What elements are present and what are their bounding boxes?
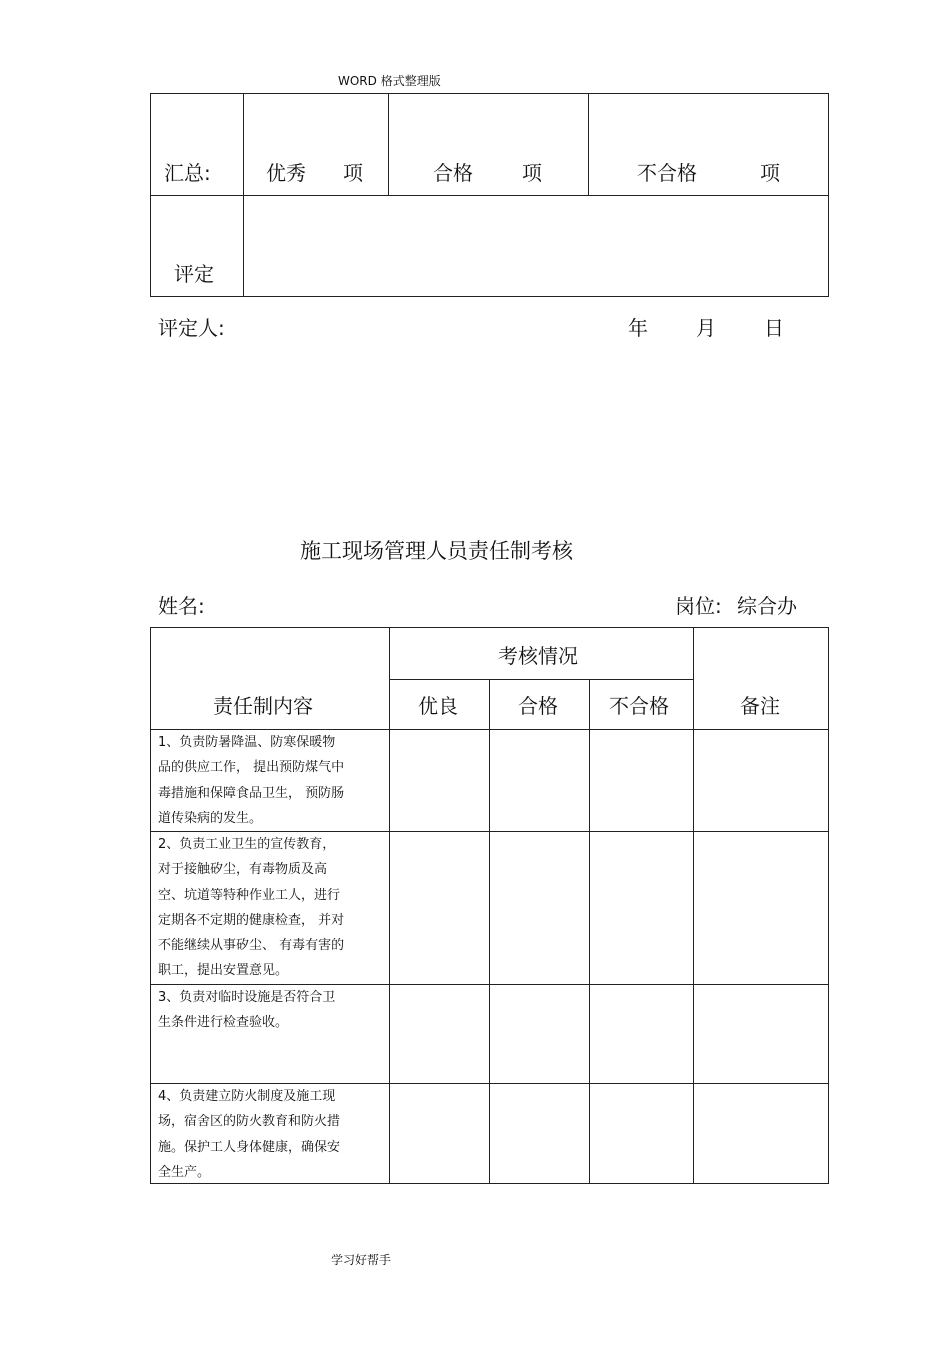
rater-label: 评定人: bbox=[158, 316, 225, 340]
date-day: 日 bbox=[764, 316, 784, 340]
row-line: 4、负责建立防火制度及施工现 bbox=[158, 1089, 336, 1104]
content-header: 责任制内容 bbox=[213, 694, 313, 718]
table-row bbox=[158, 1084, 340, 1185]
row-line: 不能继续从事矽尘、 有毒有害的 bbox=[158, 938, 345, 954]
col-fail-header: 不合格 bbox=[609, 694, 669, 718]
header-divider bbox=[389, 679, 693, 680]
row-line: 品的供应工作， 提出预防煤气中 bbox=[158, 760, 345, 776]
fail-label: 不合格 bbox=[637, 161, 697, 185]
row-line: 全生产。 bbox=[158, 1164, 211, 1180]
pass-label: 合格 bbox=[433, 161, 473, 185]
row-line: 空、坑道等特种作业工人，进行 bbox=[158, 887, 341, 903]
col-divider bbox=[489, 679, 490, 1183]
col-remark-header: 备注 bbox=[740, 694, 780, 718]
date-year: 年 bbox=[628, 316, 648, 340]
col-divider bbox=[389, 628, 390, 1183]
row-line: 施。保护工人身体健康，确保安 bbox=[158, 1139, 341, 1155]
table-row bbox=[158, 730, 344, 831]
row-line: 职工，提出安置意见。 bbox=[158, 963, 289, 979]
excellent-unit: 项 bbox=[343, 161, 363, 185]
row-line: 3、负责对临时设施是否符合卫 bbox=[158, 990, 336, 1005]
page-footer: 学习好帮手 bbox=[331, 1253, 392, 1267]
row-line: 对于接触矽尘，有毒物质及高 bbox=[158, 862, 328, 878]
position-label: 岗位: bbox=[675, 594, 722, 618]
date-month: 月 bbox=[696, 316, 716, 340]
assessment-header: 考核情况 bbox=[498, 644, 578, 668]
position-value: 综合办 bbox=[737, 594, 797, 618]
row-line: 道传染病的发生。 bbox=[158, 810, 263, 826]
name-label: 姓名: bbox=[158, 594, 205, 618]
col-pass-header: 合格 bbox=[518, 694, 558, 718]
pass-unit: 项 bbox=[522, 161, 542, 185]
table-row bbox=[158, 985, 335, 1036]
row-line: 场，宿舍区的防火教育和防火措 bbox=[158, 1114, 341, 1130]
summary-divider bbox=[388, 94, 389, 195]
excellent-label: 优秀 bbox=[266, 161, 306, 185]
table-row bbox=[158, 832, 344, 984]
fail-unit: 项 bbox=[760, 161, 780, 185]
row-line: 定期各不定期的健康检查， 并对 bbox=[158, 912, 345, 928]
col-divider bbox=[589, 679, 590, 1183]
col-good-header: 优良 bbox=[418, 694, 458, 718]
assessment-table bbox=[150, 627, 829, 1184]
page-header: WORD 格式整理版 bbox=[338, 74, 441, 88]
col-divider bbox=[693, 628, 694, 1183]
summary-divider bbox=[588, 94, 589, 195]
summary-table bbox=[150, 93, 829, 297]
rating-label: 评定 bbox=[174, 262, 214, 286]
form-title: 施工现场管理人员责任制考核 bbox=[300, 539, 573, 563]
row-line: 毒措施和保障食品卫生， 预防肠 bbox=[158, 785, 345, 801]
total-label: 汇总: bbox=[164, 161, 211, 185]
row-line: 2、负责工业卫生的宣传教育， bbox=[158, 837, 336, 852]
row-line: 生条件进行检查验收。 bbox=[158, 1015, 289, 1031]
row-line: 1、负责防暑降温、防寒保暖物 bbox=[158, 735, 336, 750]
summary-row-divider bbox=[151, 195, 828, 196]
